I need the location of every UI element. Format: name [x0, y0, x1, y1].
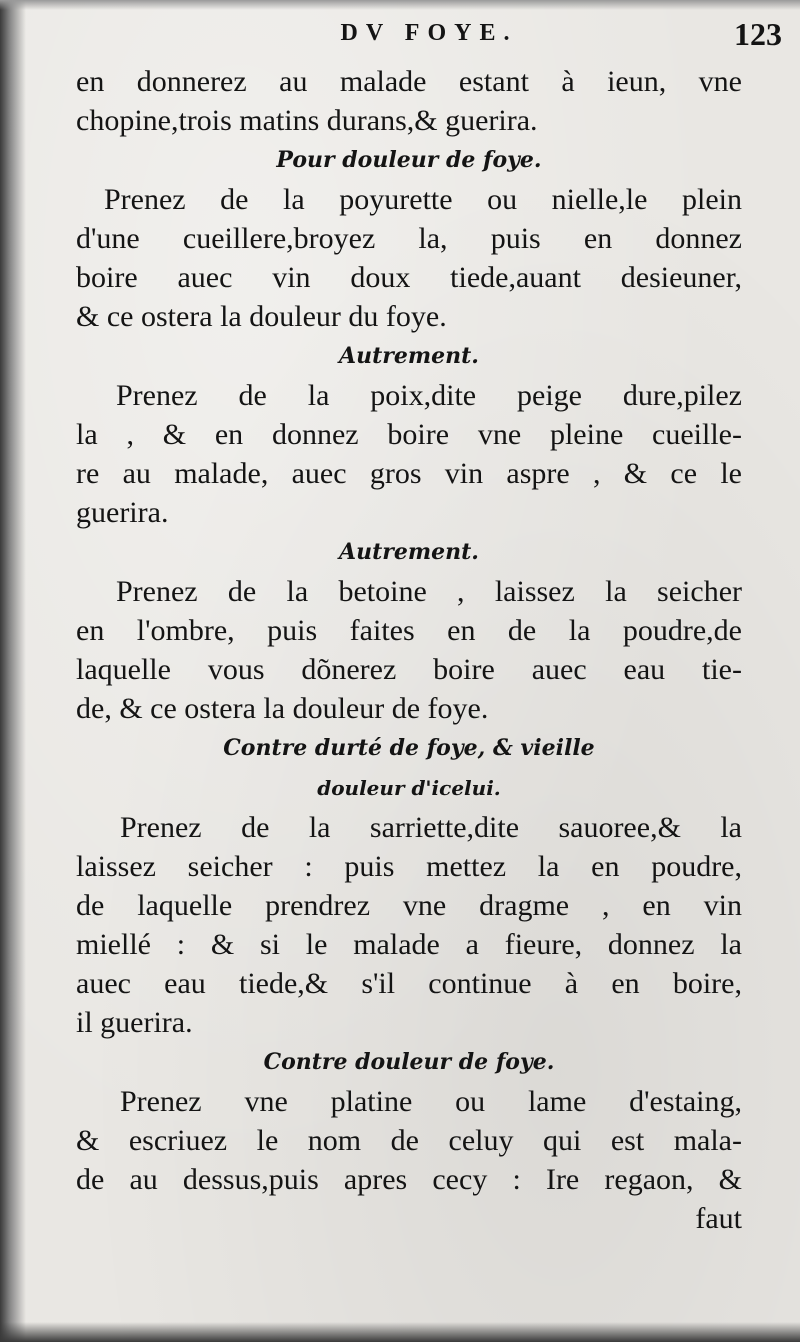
text-line: & ce ostera la douleur du foye.	[76, 300, 447, 333]
text-line: guerira.	[76, 496, 169, 529]
text-line: chopine,trois matins durans,& guerira.	[76, 104, 538, 137]
page-header	[76, 14, 782, 58]
section-subheading: douleur d'icelui.	[317, 776, 501, 800]
section-heading: Autrement.	[339, 539, 479, 565]
text-line: de laquelle prendrez vne dragme , en vin	[76, 889, 742, 922]
text-line: Prenez de la sarriette,dite sauoree,& la	[120, 811, 742, 844]
text-line: miellé : & si le malade a fieure, donnez la	[76, 928, 742, 961]
page-top-shadow	[0, 0, 800, 10]
text-line: auec eau tiede,& s'il continue à en boire,	[76, 967, 742, 1000]
text-line: laquelle vous dõnerez boire auec eau tie-	[76, 653, 742, 686]
section-heading: Autrement.	[339, 343, 479, 369]
page-bottom-shadow	[0, 1322, 800, 1342]
text-line: d'une cueillere,broyez la, puis en donnez	[76, 222, 742, 255]
text-line: il guerira.	[76, 1006, 193, 1039]
text-line: en donnerez au malade estant à ieun, vne	[76, 65, 742, 98]
text-line: laissez seicher : puis mettez la en poudre,	[76, 850, 742, 883]
text-line: & escriuez le nom de celuy qui est mala-	[76, 1124, 742, 1157]
text-line: en l'ombre, puis faites en de la poudre,de	[76, 614, 742, 647]
text-line: boire auec vin doux tiede,auant desieuner,	[76, 261, 742, 294]
text-line: de, & ce ostera la douleur de foye.	[76, 692, 489, 725]
text-line: la , & en donnez boire vne pleine cueille-	[76, 418, 742, 451]
section-heading: Pour douleur de foye.	[276, 147, 542, 173]
section-heading: Contre durté de foye, & vieille	[223, 735, 595, 761]
text-line: Prenez de la poyurette ou nielle,le plein	[104, 183, 742, 216]
text-line: re au malade, auec gros vin aspre , & ce le	[76, 457, 742, 490]
text-block	[76, 62, 742, 1238]
section-heading: Contre douleur de foye.	[263, 1049, 555, 1075]
text-line: de au dessus,puis apres cecy : Ire regaon, &	[76, 1163, 742, 1196]
page-left-shadow	[0, 0, 26, 1342]
text-line: Prenez de la poix,dite peige dure,pilez	[116, 379, 742, 412]
text-line: Prenez de la betoine , laissez la seicher	[116, 575, 742, 608]
running-head: DV FOYE.	[340, 20, 518, 46]
page-number: 123	[734, 16, 782, 52]
catchword: faut	[695, 1202, 742, 1235]
text-line: Prenez vne platine ou lame d'estaing,	[120, 1085, 742, 1118]
